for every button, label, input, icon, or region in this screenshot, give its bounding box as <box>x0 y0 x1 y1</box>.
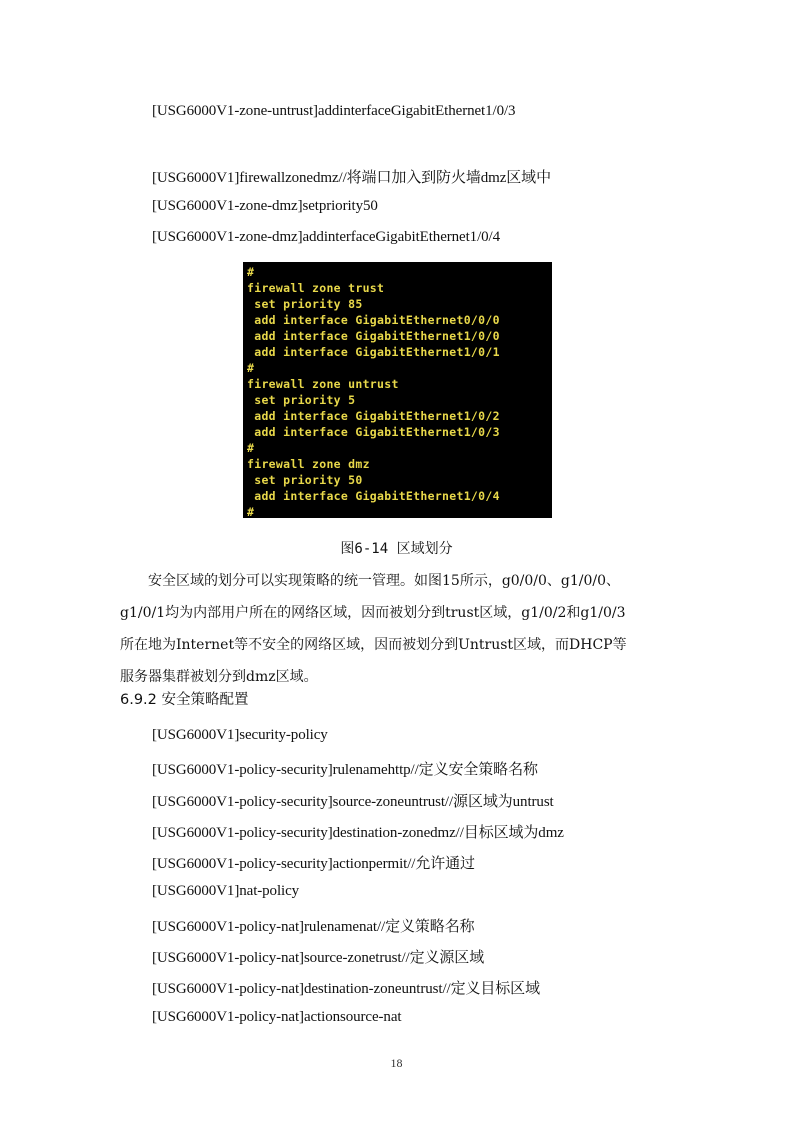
command-line: [USG6000V1]nat-policy <box>152 883 300 899</box>
terminal-line: # <box>247 505 255 519</box>
terminal-line: add interface GigabitEthernet1/0/1 <box>247 345 500 359</box>
terminal-line: set priority 5 <box>247 393 356 407</box>
command-line: [USG6000V1-policy-security]actionpermit//允许通过 <box>152 856 475 872</box>
command-line: [USG6000V1-zone-untrust]addinterfaceGigabitEthernet1/0/3 <box>152 103 516 119</box>
paragraph-line: 所在地为Internet等不安全的网络区域，因而被划分到Untrust区域，而DHCP等 <box>120 637 627 653</box>
figure-caption: 图6-14 区域划分 <box>340 541 453 557</box>
command-line: [USG6000V1-zone-dmz]setpriority50 <box>152 198 378 214</box>
terminal-line: # <box>247 441 255 455</box>
page-number: 18 <box>390 1056 403 1070</box>
terminal-line: add interface GigabitEthernet1/0/3 <box>247 425 500 439</box>
terminal-line: # <box>247 361 255 375</box>
command-line: [USG6000V1-policy-security]source-zoneuntrust//源区域为untrust <box>152 794 554 810</box>
body-paragraph <box>120 565 680 693</box>
command-line: [USG6000V1-policy-security]destination-zonedmz//目标区域为dmz <box>152 825 564 841</box>
command-line: [USG6000V1-zone-dmz]addinterfaceGigabitEthernet1/0/4 <box>152 229 501 245</box>
terminal-screenshot <box>243 262 552 518</box>
command-line: [USG6000V1-policy-nat]destination-zoneuntrust//定义目标区域 <box>152 981 540 997</box>
terminal-line: add interface GigabitEthernet1/0/0 <box>247 329 500 343</box>
command-line: [USG6000V1]firewallzonedmz//将端口加入到防火墙dmz区域中 <box>152 170 551 186</box>
terminal-line: firewall zone dmz <box>247 457 370 471</box>
terminal-line: add interface GigabitEthernet0/0/0 <box>247 313 500 327</box>
command-line: [USG6000V1-policy-nat]rulenamenat//定义策略名称 <box>152 919 475 935</box>
command-line: [USG6000V1-policy-nat]source-zonetrust//定义源区域 <box>152 950 485 966</box>
terminal-line: firewall zone untrust <box>247 377 399 391</box>
terminal-line: set priority 85 <box>247 297 363 311</box>
terminal-line: add interface GigabitEthernet1/0/2 <box>247 409 500 423</box>
terminal-line: firewall zone trust <box>247 281 385 295</box>
paragraph-line: 服务器集群被划分到dmz区域。 <box>120 669 318 685</box>
terminal-line: # <box>247 265 255 279</box>
section-heading: 6.9.2 安全策略配置 <box>120 692 249 708</box>
command-line: [USG6000V1]security-policy <box>152 727 328 743</box>
command-line: [USG6000V1-policy-nat]actionsource-nat <box>152 1009 402 1025</box>
terminal-line: add interface GigabitEthernet1/0/4 <box>247 489 500 503</box>
paragraph-line: g1/0/1均为内部用户所在的网络区域，因而被划分到trust区域，g1/0/2和g1/0/3 <box>120 605 626 621</box>
terminal-line: set priority 50 <box>247 473 363 487</box>
command-line: [USG6000V1-policy-security]rulenamehttp//定义安全策略名称 <box>152 762 538 778</box>
paragraph-line: 安全区域的划分可以实现策略的统一管理。如图15所示，g0/0/0、g1/0/0、 <box>120 573 621 589</box>
